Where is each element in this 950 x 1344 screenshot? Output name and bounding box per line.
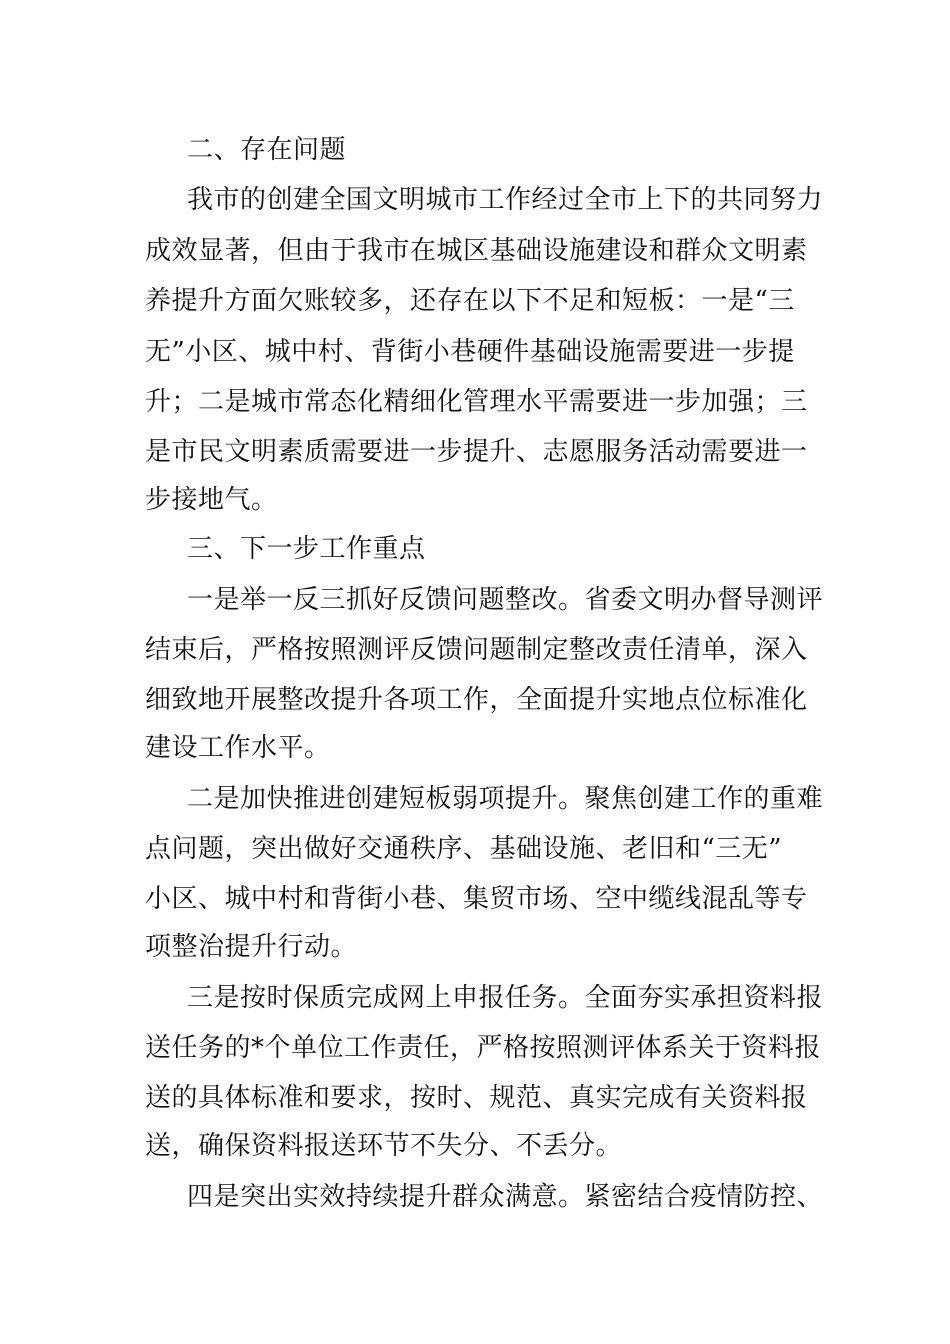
paragraph-line: 无”小区、城中村、背街小巷硬件基础设施需要进一步提 bbox=[145, 337, 795, 367]
paragraph-line: 点问题，突出做好交通秩序、基础设施、老旧和“三无” bbox=[145, 834, 783, 864]
paragraph-line: 步接地气。 bbox=[145, 485, 278, 515]
paragraph-line: 成效显著，但由于我市在城区基础设施建设和群众文明素 bbox=[145, 236, 808, 266]
paragraph-line: 四是突出实效持续提升群众满意。紧密结合疫情防控、 bbox=[187, 1182, 824, 1212]
paragraph-line: 送的具体标准和要求，按时、规范、真实完成有关资料报 bbox=[145, 1083, 808, 1113]
paragraph-line: 送任务的*个单位工作责任，严格按照测评体系关于资料报 bbox=[145, 1033, 822, 1063]
paragraph-line: 三是按时保质完成网上申报任务。全面夯实承担资料报 bbox=[187, 983, 824, 1013]
section-heading-next-steps: 三、下一步工作重点 bbox=[187, 534, 426, 564]
paragraph-line: 一是举一反三抓好反馈问题整改。省委文明办督导测评 bbox=[187, 585, 824, 615]
paragraph-line: 升；二是城市常态化精细化管理水平需要进一步加强；三 bbox=[145, 387, 808, 417]
paragraph-line: 二是加快推进创建短板弱项提升。聚焦创建工作的重难 bbox=[187, 784, 824, 814]
paragraph-line: 是市民文明素质需要进一步提升、志愿服务活动需要进一 bbox=[145, 437, 808, 467]
paragraph-line: 养提升方面欠账较多，还存在以下不足和短板：一是“三 bbox=[145, 286, 795, 316]
paragraph-line: 送，确保资料报送环节不失分、不丢分。 bbox=[145, 1131, 623, 1161]
paragraph-line: 小区、城中村和背街小巷、集贸市场、空中缆线混乱等专 bbox=[145, 884, 808, 914]
paragraph-line: 建设工作水平。 bbox=[145, 733, 331, 763]
paragraph-line: 项整治提升行动。 bbox=[145, 932, 358, 962]
paragraph-line: 细致地开展整改提升各项工作，全面提升实地点位标准化 bbox=[145, 685, 808, 715]
paragraph-line: 结束后，严格按照测评反馈问题制定整改责任清单，深入 bbox=[145, 635, 808, 665]
section-heading-problems: 二、存在问题 bbox=[187, 135, 347, 165]
paragraph-line: 我市的创建全国文明城市工作经过全市上下的共同努力 bbox=[187, 185, 824, 215]
